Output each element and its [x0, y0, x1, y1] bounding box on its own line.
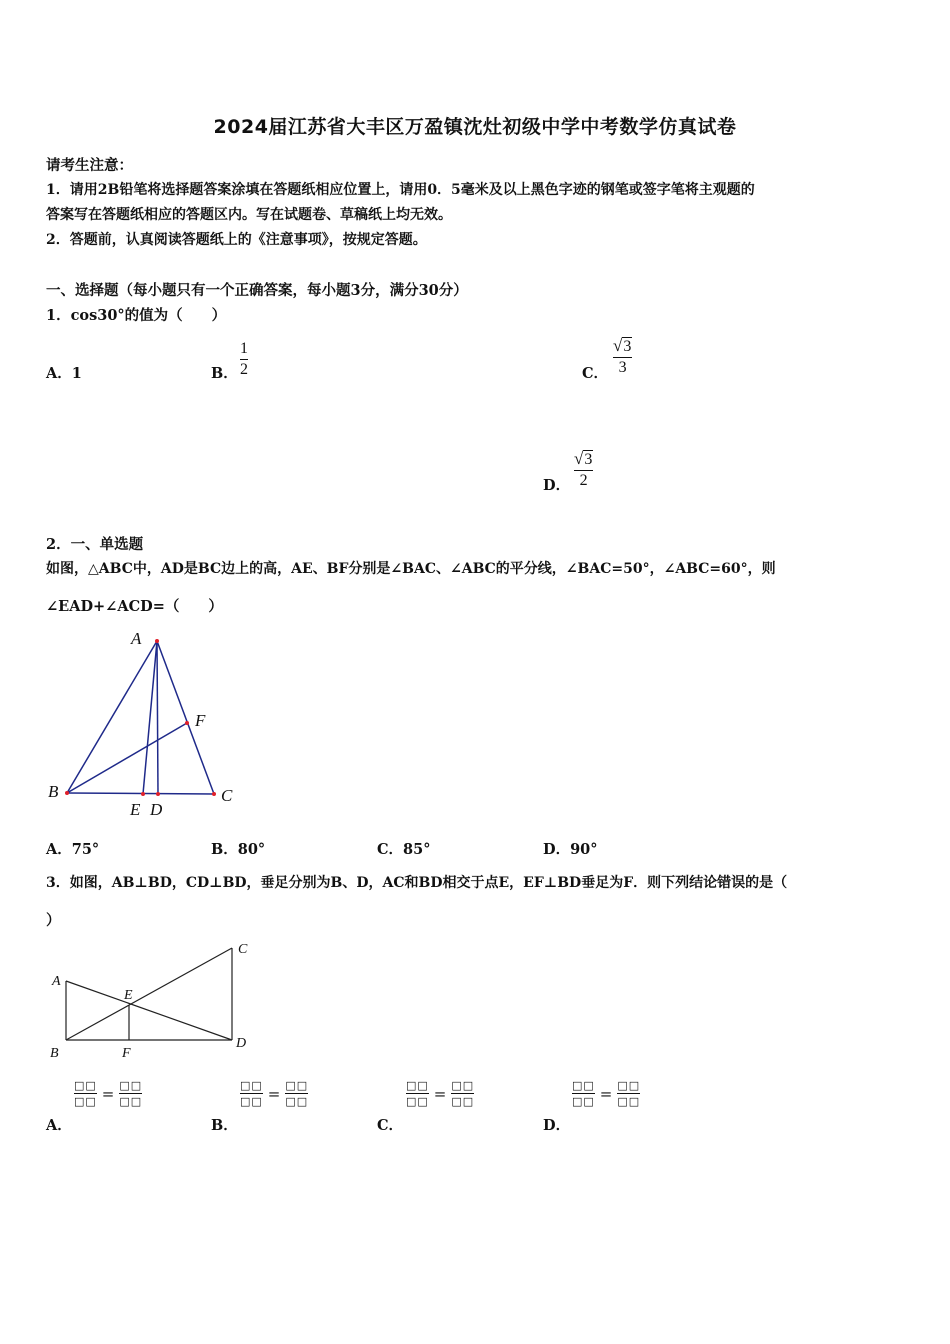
label-b: B	[50, 1046, 59, 1061]
q1-d-denominator: 2	[579, 471, 588, 489]
label-c: C	[238, 942, 248, 957]
segment-ac	[157, 641, 214, 794]
q1-option-d-fraction	[574, 450, 593, 489]
sqrt-icon: √	[574, 449, 584, 468]
q2-heading: 2．一、单选题	[46, 536, 144, 553]
fraction-bar	[119, 1093, 142, 1094]
placeholder-fraction	[406, 1080, 429, 1107]
placeholder-glyph: □□	[119, 1079, 143, 1092]
equals-sign: =	[433, 1084, 447, 1103]
q2-triangle-figure	[40, 625, 250, 825]
q3-stem-line-1: 3．如图，AB⊥BD，CD⊥BD，垂足分别为B、D，AC和BD相交于点E，EF⊥BD垂足为F．则下列结论错误的是（	[46, 875, 788, 891]
segment-bf	[67, 723, 187, 793]
segment-bc	[67, 793, 214, 794]
q3-option-c-label: C．	[377, 1117, 404, 1134]
q1-d-numerator	[574, 450, 593, 469]
fraction-bar	[572, 1093, 595, 1094]
point-c	[212, 792, 216, 796]
label-f: F	[122, 1046, 131, 1061]
placeholder-glyph: □□	[240, 1095, 263, 1108]
q1-d-radicand: 3	[584, 451, 593, 469]
notice-line-1a: 1．请用2B铅笔将选择题答案涂填在答题纸相应位置上，请用0．5毫米及以上黑色字迹的钢笔或签字笔将主观题的	[46, 182, 755, 198]
placeholder-glyph: □□	[617, 1095, 641, 1108]
fraction-bar	[451, 1093, 474, 1094]
q1-c-denominator: 3	[618, 358, 627, 376]
q1-b-numerator: 1	[240, 340, 248, 357]
fraction-bar	[240, 359, 248, 360]
notice-line-1b: 答案写在答题纸相应的答题区内。写在试题卷、草稿纸上均无效。	[46, 207, 452, 223]
placeholder-fraction	[74, 1080, 97, 1107]
fraction-bar	[240, 1093, 263, 1094]
q1-stem: 1．cos30°的值为（ ）	[46, 307, 227, 324]
q1-c-radicand: 3	[623, 338, 632, 356]
q1-option-c-fraction	[613, 337, 632, 376]
label-c: C	[221, 786, 233, 805]
fraction-bar	[285, 1093, 308, 1094]
placeholder-glyph: □□	[285, 1079, 309, 1092]
placeholder-glyph: □□	[617, 1079, 641, 1092]
notice-line-2: 2．答题前，认真阅读答题纸上的《注意事项》，按规定答题。	[46, 232, 427, 248]
page-title: 2024届江苏省大丰区万盈镇沈灶初级中学中考数学仿真试卷	[213, 116, 737, 138]
q1-option-c-label: C．	[582, 365, 609, 382]
placeholder-glyph: □□	[74, 1095, 97, 1108]
q1-b-denominator: 2	[240, 360, 248, 378]
equals-sign: =	[267, 1084, 281, 1103]
notice-heading: 请考生注意：	[46, 157, 133, 174]
q2-option-a: A．75°	[46, 841, 100, 858]
q1-option-a	[46, 362, 82, 383]
placeholder-glyph: □□	[451, 1079, 475, 1092]
placeholder-fraction	[572, 1080, 595, 1107]
segment-ab	[67, 641, 157, 793]
q3-option-b-label: B．	[211, 1117, 238, 1134]
placeholder-glyph: □□	[572, 1079, 595, 1092]
segment-ae	[143, 641, 157, 794]
equals-sign: =	[599, 1084, 613, 1103]
segment-ad	[66, 981, 232, 1040]
q3-option-d-equation	[572, 1080, 640, 1107]
section-heading: 一、选择题（每小题只有一个正确答案，每小题3分，满分30分）	[46, 282, 468, 299]
q3-option-d-label: D．	[543, 1117, 571, 1134]
label-e: E	[124, 988, 133, 1003]
q1-option-a-value: 1	[71, 365, 82, 382]
fraction-bar	[617, 1093, 640, 1094]
segment-ad	[157, 641, 158, 794]
fraction-bar	[406, 1093, 429, 1094]
placeholder-glyph: □□	[240, 1079, 263, 1092]
point-e	[141, 792, 145, 796]
label-e: E	[130, 800, 141, 819]
placeholder-fraction	[617, 1080, 640, 1107]
label-f: F	[195, 711, 206, 730]
q1-option-b-fraction	[240, 340, 248, 378]
q2-option-b: B．80°	[211, 841, 266, 858]
placeholder-fraction	[119, 1080, 142, 1107]
q1-c-numerator	[613, 337, 632, 356]
fraction-bar	[74, 1093, 97, 1094]
placeholder-glyph: □□	[451, 1095, 475, 1108]
segment-bc	[66, 948, 232, 1040]
label-a: A	[131, 629, 142, 648]
placeholder-fraction	[285, 1080, 308, 1107]
placeholder-glyph: □□	[119, 1095, 143, 1108]
q3-option-b-equation	[240, 1080, 308, 1107]
placeholder-glyph: □□	[406, 1079, 429, 1092]
q2-stem-line-2: ∠EAD+∠ACD=（ ）	[46, 598, 223, 615]
q3-option-c-equation	[406, 1080, 474, 1107]
label-d: D	[150, 800, 163, 819]
q2-option-c: C．85°	[377, 841, 431, 858]
point-b	[65, 791, 69, 795]
placeholder-fraction	[240, 1080, 263, 1107]
point-a	[155, 639, 159, 643]
q2-option-d: D．90°	[543, 841, 598, 858]
q3-stem-line-2: ）	[46, 912, 61, 929]
label-b: B	[48, 782, 59, 801]
q1-option-d-label: D．	[543, 477, 571, 494]
fraction-bar	[574, 470, 593, 471]
q1-option-a-label: A．	[46, 365, 72, 382]
label-a: A	[52, 974, 61, 989]
q3-figure	[40, 935, 265, 1065]
placeholder-glyph: □□	[406, 1095, 429, 1108]
point-d	[156, 792, 160, 796]
equals-sign: =	[101, 1084, 115, 1103]
q1-option-b-label: B．	[211, 365, 238, 382]
q2-stem-line-1: 如图，△ABC中，AD是BC边上的高，AE、BF分别是∠BAC、∠ABC的平分线，∠BAC=50°，∠ABC=60°，则	[46, 561, 776, 577]
sqrt-icon: √	[613, 336, 623, 355]
fraction-bar	[613, 357, 632, 358]
placeholder-glyph: □□	[74, 1079, 97, 1092]
q3-option-a-equation	[74, 1080, 142, 1107]
placeholder-glyph: □□	[285, 1095, 309, 1108]
q3-option-a-label: A．	[46, 1117, 72, 1134]
point-f	[185, 721, 189, 725]
placeholder-fraction	[451, 1080, 474, 1107]
placeholder-glyph: □□	[572, 1095, 595, 1108]
label-d: D	[236, 1036, 247, 1051]
